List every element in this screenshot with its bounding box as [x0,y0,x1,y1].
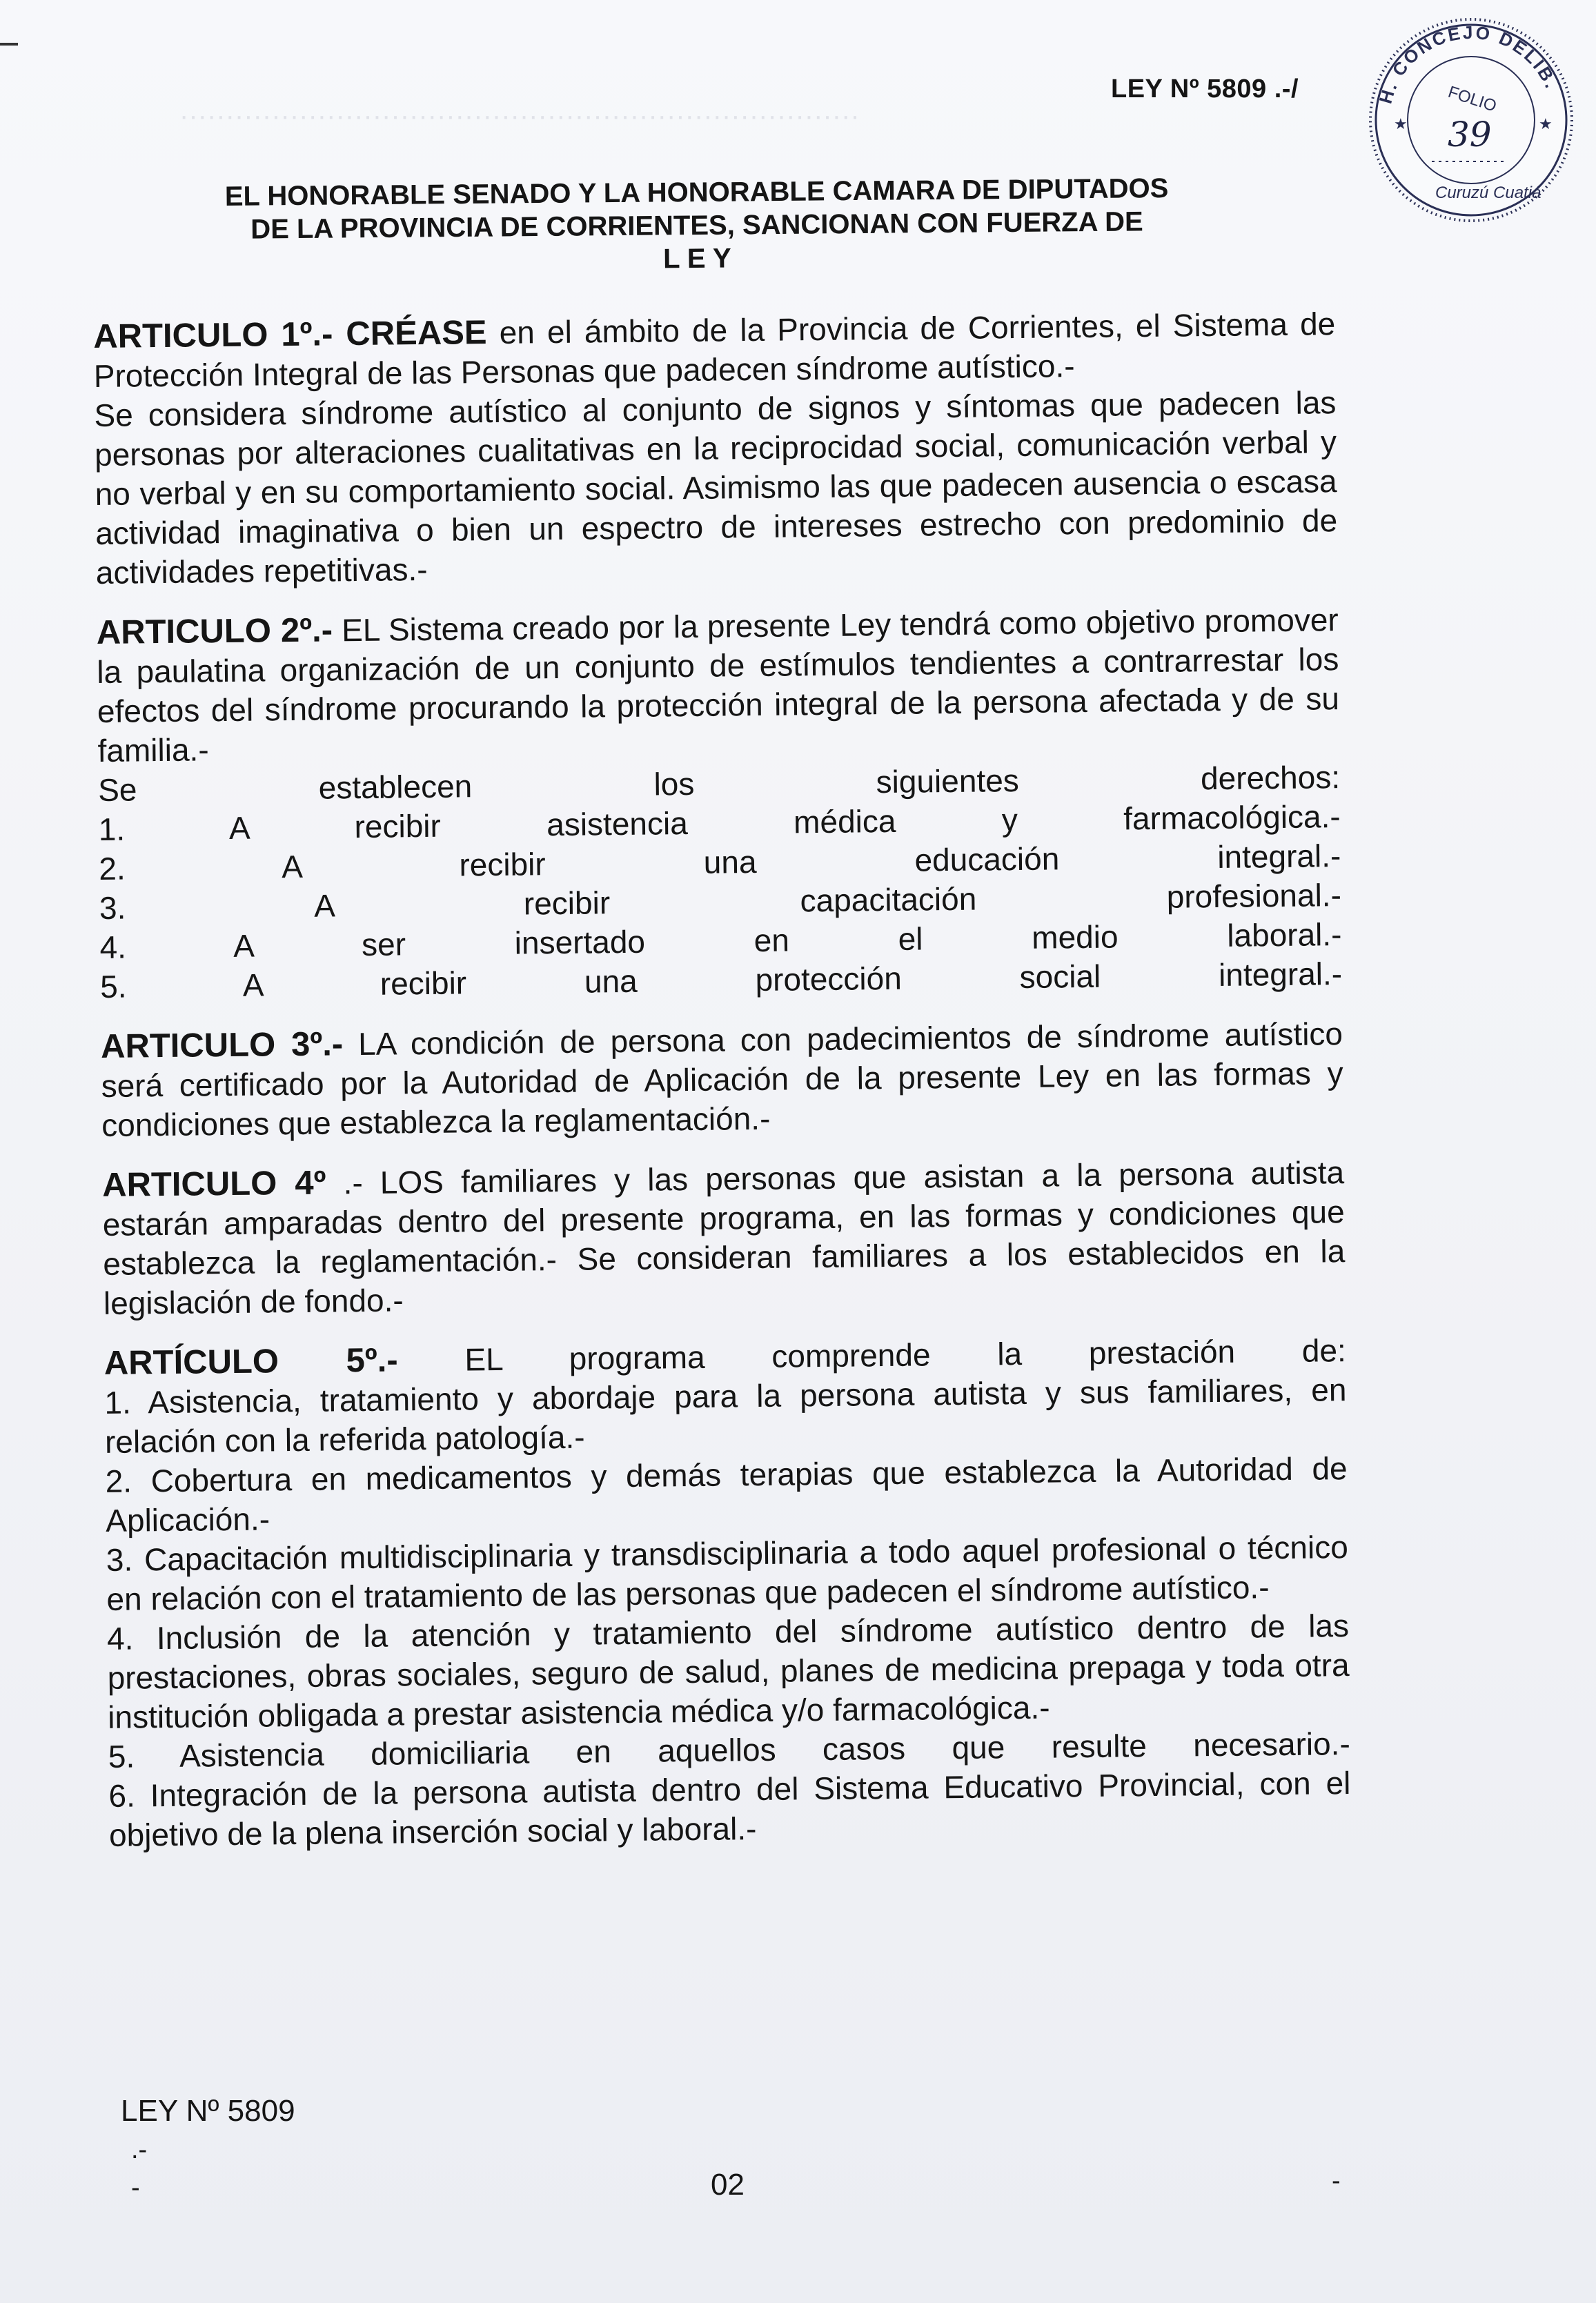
right-item: 5. A recibir una protección social integral.- [99,956,1343,1005]
stamp-city: Curuzú Cuatiá [1435,184,1541,202]
program-item: 4. Inclusión de la atención y tratamiento del síndrome autístico dentro de las prestaciones, obras sociales, seguro de salud, planes de medicina prepaga y toda otra institución obligada a prestar asistencia médica y/o farmacológica.- [106,1608,1350,1735]
article-2-heading: ARTICULO 2º.- [96,611,333,651]
article-3 [101,1014,1344,1145]
stamp-ring-text: H. CONCEJO DELIB. [1375,21,1563,106]
article-2 [96,600,1342,1007]
program-item: 3. Capacitación multidisciplinaria y transdisciplinaria a todo aquel profesional o técnico en relación con el tratamiento de las personas que padecen el síndrome autístico.- [106,1529,1349,1617]
article-4-heading: ARTICULO 4º [101,1164,326,1204]
document-title [158,171,1235,280]
edge-mark [0,43,18,46]
program-item: 2. Cobertura en medicamentos y demás terapias que establezca la Autoridad de Aplicación.- [105,1450,1348,1539]
program-item: 1. Asistencia, tratamiento y abordaje para la persona autista y sus familiares, en relación con la referida patología.- [104,1372,1347,1460]
title-line-3: L E Y [662,243,731,275]
svg-text:★: ★ [1394,116,1408,133]
stamp-folio-number: 39 [1448,115,1492,155]
article-2-text: EL Sistema creado por la presente Ley tendrá como objetivo promover la paulatina organización de un conjunto de estímulos tendientes a contrarrestar los efectos del síndrome procurando la protección integral de la persona afectada y de su familia.- [97,602,1340,769]
law-body [93,304,1352,1876]
article-3-text: LA condición de persona con padecimientos de síndrome autístico será certificado por la Autoridad de Aplicación de la presente Ley en las formas y condiciones que establezca la reglamentación.- [101,1016,1343,1143]
article-1 [93,304,1338,593]
right-item: 2. A recibir una educación integral.- [99,838,1341,887]
right-item: 3. A recibir capacitación profesional.- [99,877,1342,926]
footer-mark: .- [131,2135,148,2164]
page-number: 02 [711,2168,745,2202]
folio-stamp [1366,15,1577,226]
program-item: 6. Integración de la persona autista dentro del Sistema Educativo Provincial, con el objetivo de la plena inserción social y laboral.- [108,1765,1351,1853]
article-5-heading: ARTÍCULO 5º.- [104,1341,398,1382]
footer-dash-right: - [1332,2166,1341,2195]
right-item: 4. A ser insertado en el medio laboral.- [99,916,1342,965]
article-5-intro: EL programa comprende la prestación de: [397,1332,1347,1378]
bleed-through-text: ·········································································· [179,101,860,131]
article-3-heading: ARTICULO 3º.- [100,1025,344,1065]
article-5 [104,1331,1352,1855]
article-4 [102,1153,1346,1323]
article-1-definition: Se considera síndrome autístico al conjunto de signos y síntomas que padecen las personas por alteraciones cualitativas en la reciprocidad social, comunicación verbal y no verbal y en su comportamiento social. Asimismo las que padecen ausencia o escasa actividad imaginativa o bien un espectro de intereses estrecho con predominio de actividades repetitivas.- [94,384,1338,591]
program-item: 5. Asistencia domiciliaria en aquellos casos que resulte necesario.- [108,1726,1351,1775]
law-number-header: LEY Nº 5809 .-/ [1111,75,1299,103]
article-1-text: en el ámbito de la Provincia de Corrientes, el Sistema de Protección Integral de las Personas que padecen síndrome autístico.- [93,306,1336,394]
law-number-footer: LEY Nº 5809 [121,2094,295,2128]
svg-text:★: ★ [1539,116,1553,133]
article-2-rights-intro: Se establecen los siguientes derechos: [97,759,1341,808]
seal-icon [1366,15,1577,226]
stamp-folio-label: FOLIO [1446,82,1499,116]
article-4-text: .- LOS familiares y las personas que asistan a la persona autista estarán amparadas dentro del presente programa, en las formas y condiciones que establezca la reglamentación.- Se consideran familiares a los establecidos en la legislación de fondo.- [102,1154,1346,1321]
footer-dash-left: - [131,2173,140,2202]
title-line-2: DE LA PROVINCIA DE CORRIENTES, SANCIONAN CON FUERZA DE [250,206,1143,245]
article-1-heading: ARTICULO 1º.- CRÉASE [93,314,487,355]
title-line-1: EL HONORABLE SENADO Y LA HONORABLE CAMARA DE DIPUTADOS [224,173,1169,212]
right-item: 1. A recibir asistencia médica y farmacológica.- [98,798,1341,847]
